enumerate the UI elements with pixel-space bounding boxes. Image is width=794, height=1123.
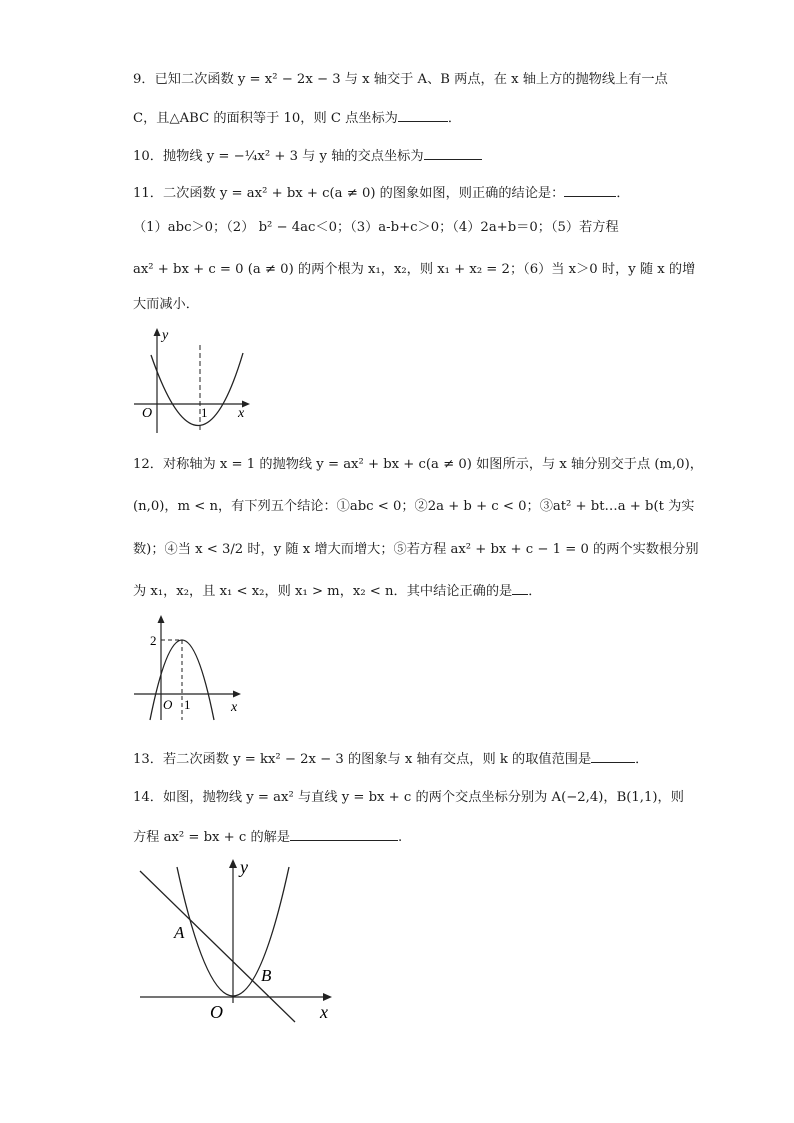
q11-line1 xyxy=(133,182,630,204)
q11-y-label: y xyxy=(162,328,169,343)
q14-x-arrow-icon xyxy=(323,993,332,1001)
q12-line2: (n,0)，m < n，有下列五个结论：①abc < 0；②2a + b + c < 0；③at² + bt…a + b(t 为实 xyxy=(133,499,695,514)
q14-figure xyxy=(130,855,350,1025)
q9-line2 xyxy=(133,107,461,129)
q9-answer-blank[interactable] xyxy=(398,107,448,122)
q14-line1: 14．如图，抛物线 y = ax² 与直线 y = bx + c 的两个交点坐标分别为 A(−2,4)，B(1,1)，则 xyxy=(133,790,684,805)
q12-parabola xyxy=(150,640,214,720)
q12-origin-label: O xyxy=(163,697,173,712)
q12-x-label: x xyxy=(231,700,238,715)
q12-line4-end: ． xyxy=(528,584,542,599)
q9-line2-text: C，且△ABC 的面积等于 10，则 C 点坐标为 xyxy=(133,111,398,126)
q11-tick-label: 1 xyxy=(201,405,208,420)
q11-figure xyxy=(130,325,255,440)
q11-parabola xyxy=(151,353,243,426)
q11-x-label: x xyxy=(238,406,245,421)
q10-answer-blank[interactable] xyxy=(424,145,482,160)
q11-origin-label: O xyxy=(142,406,153,421)
q12-y-tick-label: 2 xyxy=(150,633,157,648)
q12-line3: 数)；④当 x < 3/2 时，y 随 x 增大而增大；⑤若方程 ax² + bx + c − 1 = 0 的两个实数根分别 xyxy=(133,542,699,557)
q14-answer-blank[interactable] xyxy=(290,826,398,841)
q14-line2 xyxy=(133,826,402,848)
q12-line4-text: 为 x₁，x₂，且 x₁ < x₂，则 x₁ > m，x₂ < n．其中结论正确的是 xyxy=(133,584,513,599)
q12-y-arrow-icon xyxy=(158,615,165,623)
q14-point-a-label: A xyxy=(174,923,185,942)
q11-line4: 大而减小． xyxy=(133,297,199,312)
q13-text: 13．若二次函数 y = kx² − 2x − 3 的图象与 x 轴有交点，则 k 的取值范围是 xyxy=(133,752,592,767)
q12-x-arrow-icon xyxy=(233,691,241,698)
q11-answer-blank[interactable] xyxy=(564,182,616,197)
q12-line4 xyxy=(133,580,541,602)
q14-line2-text: 方程 ax² = bx + c 的解是 xyxy=(133,830,291,845)
q14-line xyxy=(140,871,295,1022)
q11-line2: （1）abc＞0；（2） b² − 4ac＜0；（3）a-b+c＞0；（4）2a+b＝0；（5）若方程 xyxy=(133,220,619,235)
q13-answer-blank[interactable] xyxy=(591,748,635,763)
q10-text: 10．抛物线 y = −¼x² + 3 与 y 轴的交点坐标为 xyxy=(133,149,424,164)
q13-line1-end: ． xyxy=(635,752,649,767)
q12-answer-blank[interactable] xyxy=(512,580,528,595)
q9-line2-end: ． xyxy=(447,111,462,126)
q12-figure xyxy=(130,612,255,724)
q14-y-arrow-icon xyxy=(229,859,237,868)
q12-tick-label: 1 xyxy=(184,697,191,712)
q11-y-arrow-icon xyxy=(154,328,161,336)
q14-point-b-label: B xyxy=(261,966,272,985)
q10-line1 xyxy=(133,145,482,167)
q12-line1: 12．对称轴为 x = 1 的抛物线 y = ax² + bx + c(a ≠ 0) 如图所示，与 x 轴分别交于点 (m,0)， xyxy=(133,457,703,472)
q11-line3: ax² + bx + c = 0 (a ≠ 0) 的两个根为 x₁，x₂，则 x₁ + x₂ = 2；（6）当 x＞0 时，y 随 x 的增 xyxy=(133,262,696,277)
q14-origin-label: O xyxy=(210,1002,223,1022)
q13-line1 xyxy=(133,748,648,770)
q14-line2-end: . xyxy=(398,830,403,845)
q11-line1-end: ． xyxy=(616,186,630,201)
q9-line1: 9．已知二次函数 y = x² − 2x − 3 与 x 轴交于 A、B 两点，在 x 轴上方的抛物线上有一点 xyxy=(133,72,668,87)
q14-y-label: y xyxy=(240,857,248,877)
q14-x-label: x xyxy=(320,1002,328,1022)
q11-text: 11．二次函数 y = ax² + bx + c(a ≠ 0) 的图象如图，则正确的结论是： xyxy=(133,186,565,201)
